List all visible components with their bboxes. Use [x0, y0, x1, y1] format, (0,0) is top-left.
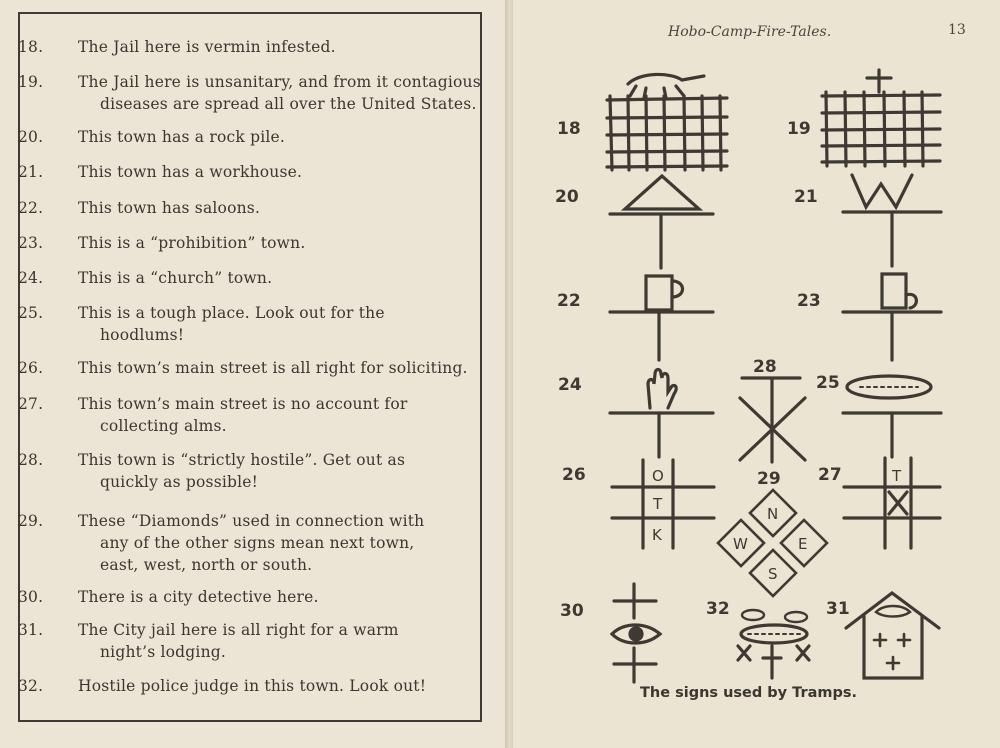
rule-text: This town’s main street is all right for soliciting.	[78, 359, 468, 377]
sign-26-soliciting-icon	[562, 460, 714, 548]
sign-32-hostile-judge-icon	[706, 599, 809, 678]
rule-text: The Jail here is vermin infested.	[78, 38, 336, 56]
rule-text: This is a “prohibition” town.	[78, 234, 306, 252]
sign-label-29: 29	[757, 469, 781, 489]
rule-text: This town has a workhouse.	[78, 163, 303, 181]
rule-text: This town’s main street is no account for	[78, 395, 408, 413]
sign-label-21: 21	[794, 187, 818, 207]
sign-label-31: 31	[826, 599, 850, 619]
sign-label-27: 27	[818, 465, 842, 485]
sign-label-20: 20	[555, 187, 579, 207]
sign-19-unsanitary-jail-icon	[787, 70, 940, 166]
rule-text: Hostile police judge in this town. Look out!	[78, 677, 427, 695]
running-head: Hobo-Camp-Fire-Tales.	[668, 24, 832, 40]
rule-text-continued: diseases are spread all over the United States.	[100, 95, 477, 113]
rule-text-continued: quickly as possible!	[100, 473, 259, 491]
rule-text: This town has a rock pile.	[78, 128, 286, 146]
sign-label-28: 28	[753, 357, 777, 377]
rule-text: There is a city detective here.	[78, 588, 319, 606]
sign-label-19: 19	[787, 119, 811, 139]
rule-text-continued: hoodlums!	[100, 326, 185, 344]
rule-text: This is a “church” town.	[78, 269, 273, 287]
letter-t: T	[653, 495, 663, 513]
sign-label-25: 25	[816, 373, 840, 393]
letter-t-small: T	[892, 467, 902, 485]
rule-number: 21.	[18, 163, 44, 181]
sign-28-hostile-town-icon	[740, 357, 805, 462]
sign-20-rock-pile-icon	[555, 176, 713, 268]
rule-number: 32.	[18, 677, 44, 695]
rule-text: These “Diamonds” used in connection with	[78, 512, 425, 530]
rule-text-continued: collecting alms.	[100, 417, 227, 435]
sign-23-prohibition-icon	[797, 274, 941, 360]
sign-21-workhouse-icon	[794, 175, 941, 266]
sign-label-23: 23	[797, 291, 821, 311]
letter-e: E	[798, 535, 808, 553]
sign-31-jail-lodging-icon	[826, 593, 939, 678]
rule-text: This is a tough place. Look out for the	[78, 304, 385, 322]
rule-text-continued: night’s lodging.	[100, 643, 227, 661]
page-number: 13	[948, 22, 966, 38]
rule-number: 18.	[18, 38, 44, 56]
rule-number: 29.	[18, 512, 44, 530]
rule-number: 25.	[18, 304, 44, 322]
rule-number: 27.	[18, 395, 44, 413]
sign-label-18: 18	[557, 119, 581, 139]
rule-text: The Jail here is unsanitary, and from it contagious	[78, 73, 481, 91]
letter-s: S	[768, 565, 778, 583]
sign-30-detective-icon	[560, 584, 660, 682]
sign-27-no-alms-icon	[818, 458, 940, 548]
sign-18-vermin-jail-icon	[557, 74, 727, 170]
letter-w: W	[733, 535, 748, 553]
book-gutter	[505, 0, 513, 748]
sign-29-direction-diamonds-icon	[718, 469, 827, 596]
sign-label-26: 26	[562, 465, 586, 485]
rule-number: 19.	[18, 73, 44, 91]
rule-text-continued: east, west, north or south.	[100, 556, 313, 574]
rule-number: 22.	[18, 199, 44, 217]
rule-number: 20.	[18, 128, 44, 146]
letter-o: O	[652, 467, 664, 485]
sign-22-saloon-icon	[557, 276, 713, 360]
rule-number: 23.	[18, 234, 44, 252]
rule-number: 24.	[18, 269, 44, 287]
sign-24-church-town-icon	[558, 370, 713, 458]
rule-text: This town has saloons.	[78, 199, 261, 217]
rule-number: 30.	[18, 588, 44, 606]
rule-number: 31.	[18, 621, 44, 639]
letter-n: N	[767, 505, 779, 523]
rule-text: This town is “strictly hostile”. Get out as	[78, 451, 406, 469]
letter-k: K	[652, 526, 662, 544]
rule-number: 28.	[18, 451, 44, 469]
sign-label-22: 22	[557, 291, 581, 311]
sign-label-24: 24	[558, 375, 582, 395]
rule-number: 26.	[18, 359, 44, 377]
sign-label-32: 32	[706, 599, 730, 619]
sign-label-30: 30	[560, 601, 584, 621]
rule-text: The City jail here is all right for a warm	[78, 621, 399, 639]
sign-25-tough-place-icon	[816, 373, 941, 457]
figure-caption: The signs used by Tramps.	[640, 685, 858, 701]
hobo-signs-figure	[513, 0, 1000, 748]
rule-text-continued: any of the other signs mean next town,	[100, 534, 415, 552]
